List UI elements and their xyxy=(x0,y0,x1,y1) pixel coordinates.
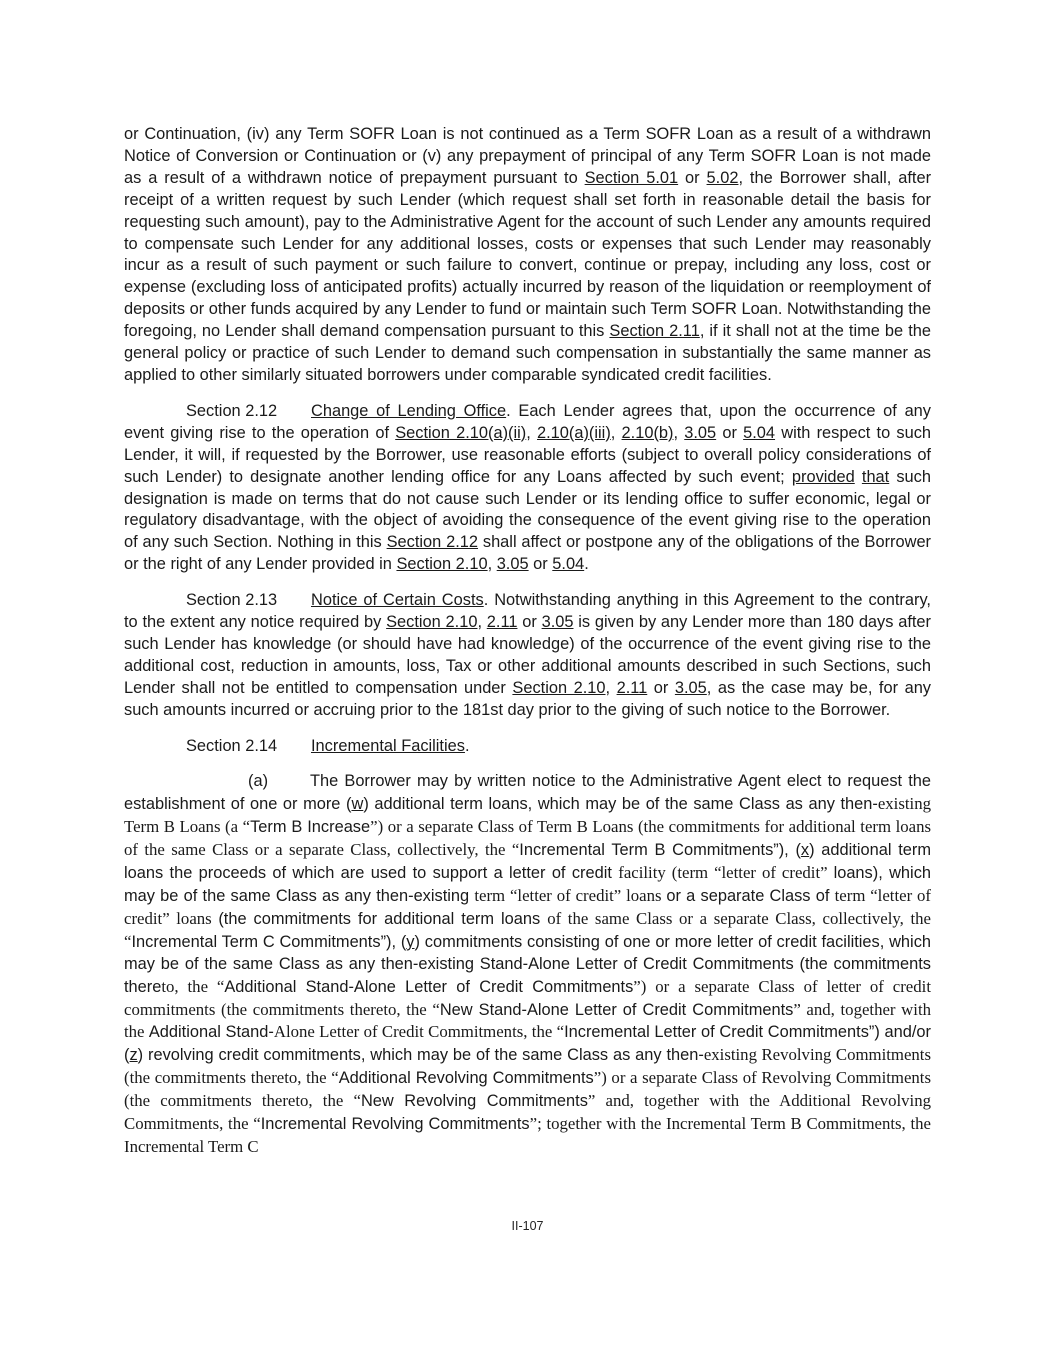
subsection-label: (a) xyxy=(248,772,269,791)
cross-reference: 5.02 xyxy=(706,168,739,187)
section-heading: Notice of Certain Costs xyxy=(311,591,484,610)
cross-reference: 3.05 xyxy=(496,555,529,574)
cross-reference: 3.05 xyxy=(674,678,707,697)
section-2-12: Section 2.12 Change of Lending Office. Each Lender agrees that, upon the occurrence of any event giving rise to the operation of Section 2.10(a)(ii), 2.10(a)(iii), 2.10(b), 3.05 or 5.04 with respect to such Lender, it will, if requested by the Borrower, use reasonable efforts (subject to overall policy considerations of such Lender) to designate another lending office for any Loans affected by such event; provided that such designation is made on terms that do not cause such Lender or its lending office to suffer economic, legal or regulatory disadvantage, with the object of avoiding the consequence of the event giving rise to the operation of any such Section. Nothing in this Section 2.12 shall affect or postpone any of the obligations of the Borrower or the right of any Lender provided in Section 2.10, 3.05 or 5.04. xyxy=(124,401,932,574)
subsection-a: (a) The Borrower may by written notice to the Administrative Agent elect to request the establishment of one or more (w) additional term loans, which may be of the same Class as any then-existing Term B Loans (a “Term B Increase”) or a separate Class of Term B Loans (the commitments for additional term loans of the same Class or a separate Class, collectively, the “Incremental Term B Commitments”), (x) additional term loans the proceeds of which are used to support a letter of credit facility (term “letter of credit” loans), which may be of the same Class as any then-existing term “letter of credit” loans or a separate Class of term “letter of credit” loans (the commitments for additional term loans of the same Class or a separate Class, collectively, the “Incremental Term C Commitments”), (y) commitments consisting of one or more letter of credit facilities, which may be of the same Class as any then-existing Stand-Alone Letter of Credit Commitments (the commitments thereto, the “Additional Stand-Alone Letter of Credit Commitments”) or a separate Class of letter of credit commitments (the commitments thereto, the “New Stand-Alone Letter of Credit Commitments” and, together with the Additional Stand-Alone Letter of Credit Commitments, the “Incremental Letter of Credit Commitments”) and/or (z) revolving credit commitments, which may be of the same Class as any then-existing Revolving Commitments (the commitments thereto, the “Additional Revolving Commitments”) or a separate Class of Revolving Commitments (the commitments thereto, the “New Revolving Commitments” and, together with the Additional Revolving Commitments, the “Incremental Revolving Commitments”; together with the Incremental Term B Commitments, the Incremental Term C xyxy=(124,772,932,1156)
underlined-term: provided xyxy=(791,467,855,486)
paragraph-yield-protection-continued: or Continuation, (iv) any Term SOFR Loan is not continued as a Term SOFR Loan as a result of a withdrawn Notice of Conversion or Continuation or (v) any prepayment of principal of any Term SOFR Loan is not made as a result of a withdrawn notice of prepayment pursuant to Section 5.01 or 5.02, the Borrower shall, after receipt of a written request by such Lender (which request shall set forth in reasonable detail the basis for requesting such amount), pay to the Administrative Agent for the account of such Lender any amounts required to compensate such Lender for any additional losses, costs or expenses that such Lender may reasonably incur as a result of such payment or such failure to convert, continue or prepay, including any loss, cost or expense (excluding loss of anticipated profits) actually incurred by reason of the liquidation or reemployment of deposits or other funds acquired by any Lender to fund or maintain such Term SOFR Loan. Notwithstanding the foregoing, no Lender shall demand compensation pursuant to this Section 2.11, if it shall not at the time be the general policy or practice of such Lender to demand such compensation in substantially the same manner as applied to other similarly situated borrowers under comparable syndicated credit facilities. xyxy=(124,125,932,384)
cross-reference: 2.10(b) xyxy=(621,423,674,442)
section-number: Section 2.12 xyxy=(186,401,278,420)
cross-reference: 3.05 xyxy=(541,613,574,632)
cross-reference: Section 2.10 xyxy=(386,613,478,632)
underlined-term: that xyxy=(861,467,890,486)
section-2-14: Section 2.14 Incremental Facilities. xyxy=(124,736,931,758)
cross-reference: Section 2.10(a)(ii) xyxy=(395,423,527,442)
cross-reference: 5.04 xyxy=(743,423,776,442)
cross-reference: Section 2.10 xyxy=(512,678,606,697)
cross-reference: Section 5.01 xyxy=(584,168,679,187)
cross-reference: 5.04 xyxy=(552,555,585,574)
cross-reference: 2.11 xyxy=(616,678,648,697)
section-number: Section 2.14 xyxy=(186,736,278,755)
document-page xyxy=(124,124,931,1159)
section-2-13: Section 2.13 Notice of Certain Costs. Notwithstanding anything in this Agreement to the contrary, to the extent any notice required by Section 2.10, 2.11 or 3.05 is given by any Lender more than 180 days after such Lender has knowledge (or should have had knowledge) of the occurrence of the event giving rise to the additional cost, reduction in amounts, loss, Tax or other additional amounts described in such Sections, such Lender shall not be entitled to compensation under Section 2.10, 2.11 or 3.05, as the case may be, for any such amounts incurred or accruing prior to the 181st day prior to the giving of such notice to the Borrower. xyxy=(124,591,932,719)
section-heading: Change of Lending Office xyxy=(311,401,507,420)
cross-reference: 3.05 xyxy=(684,423,717,442)
cross-reference: Section 2.10 xyxy=(396,555,488,574)
page-number: II-107 xyxy=(511,1219,544,1233)
cross-reference: Section 2.11 xyxy=(609,322,700,341)
cross-reference: 2.11 xyxy=(486,613,518,632)
section-heading: Incremental Facilities xyxy=(311,736,465,755)
cross-reference: 2.10(a)(iii) xyxy=(537,423,611,442)
section-number: Section 2.13 xyxy=(186,591,278,610)
cross-reference: Section 2.12 xyxy=(386,533,479,552)
